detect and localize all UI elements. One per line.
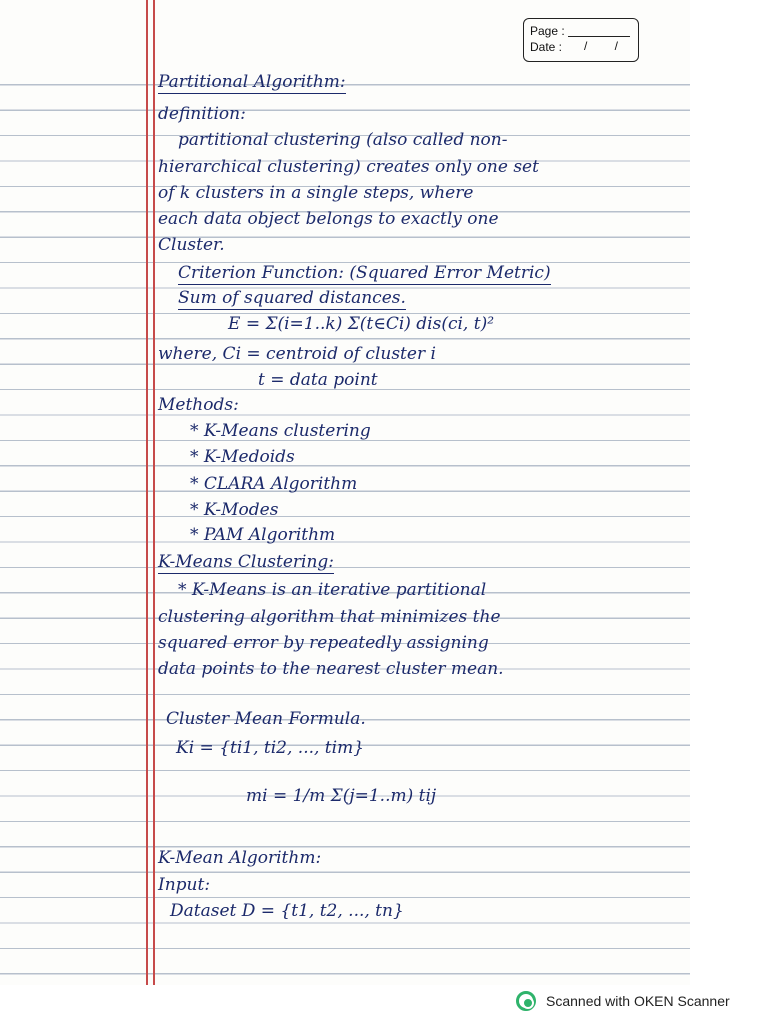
ki-formula: Ki = {ti1, ti2, ..., tim} (176, 738, 365, 758)
methods-item: * K-Means clustering (190, 421, 371, 441)
definition-line: each data object belongs to exactly one (158, 209, 499, 229)
where-line: where, Ci = centroid of cluster i (158, 344, 436, 364)
margin-line (146, 0, 148, 985)
date-value: / / (584, 39, 631, 53)
input-label: Input: (158, 875, 211, 895)
methods-item: * K-Medoids (190, 447, 295, 467)
date-label: Date : (530, 40, 563, 54)
oken-scanner-logo-icon (516, 991, 536, 1011)
methods-label: Methods: (158, 395, 239, 415)
kmeans-line: data points to the nearest cluster mean. (158, 659, 504, 679)
page-label: Page : (530, 24, 565, 38)
definition-line: hierarchical clustering) creates only one set (158, 157, 539, 177)
kmeans-line: * K-Means is an iterative partitional (178, 580, 487, 600)
page-number-blank (568, 24, 630, 37)
margin-line (153, 0, 155, 985)
criterion-subheading: Sum of squared distances. (178, 288, 406, 308)
methods-item: * K-Modes (190, 500, 279, 520)
definition-line: partitional clustering (also called non- (178, 130, 508, 150)
kmeans-line: squared error by repeatedly assigning (158, 633, 489, 653)
methods-item: * CLARA Algorithm (190, 474, 358, 494)
page-date-box (523, 18, 639, 62)
kmeans-heading: K-Means Clustering: (158, 552, 335, 572)
notes-title: Partitional Algorithm: (158, 72, 346, 92)
definition-line: of k clusters in a single steps, where (158, 183, 474, 203)
methods-item: * PAM Algorithm (190, 525, 336, 545)
algorithm-heading: K-Mean Algorithm: (158, 848, 322, 868)
watermark-text: Scanned with OKEN Scanner (546, 993, 730, 1009)
definition-label: definition: (158, 104, 246, 124)
scanner-watermark (516, 990, 730, 1012)
mi-formula: mi = 1/m Σ(j=1..m) tij (246, 786, 437, 806)
criterion-formula: E = Σ(i=1..k) Σ(t∈Ci) dis(ci, t)² (228, 314, 495, 334)
definition-line: Cluster. (158, 235, 225, 255)
data-point-line: t = data point (258, 370, 378, 390)
dataset-line: Dataset D = {t1, t2, ..., tn} (170, 901, 404, 921)
criterion-heading: Criterion Function: (Squared Error Metric) (178, 263, 551, 283)
cluster-mean-heading: Cluster Mean Formula. (166, 709, 366, 729)
kmeans-line: clustering algorithm that minimizes the (158, 607, 501, 627)
